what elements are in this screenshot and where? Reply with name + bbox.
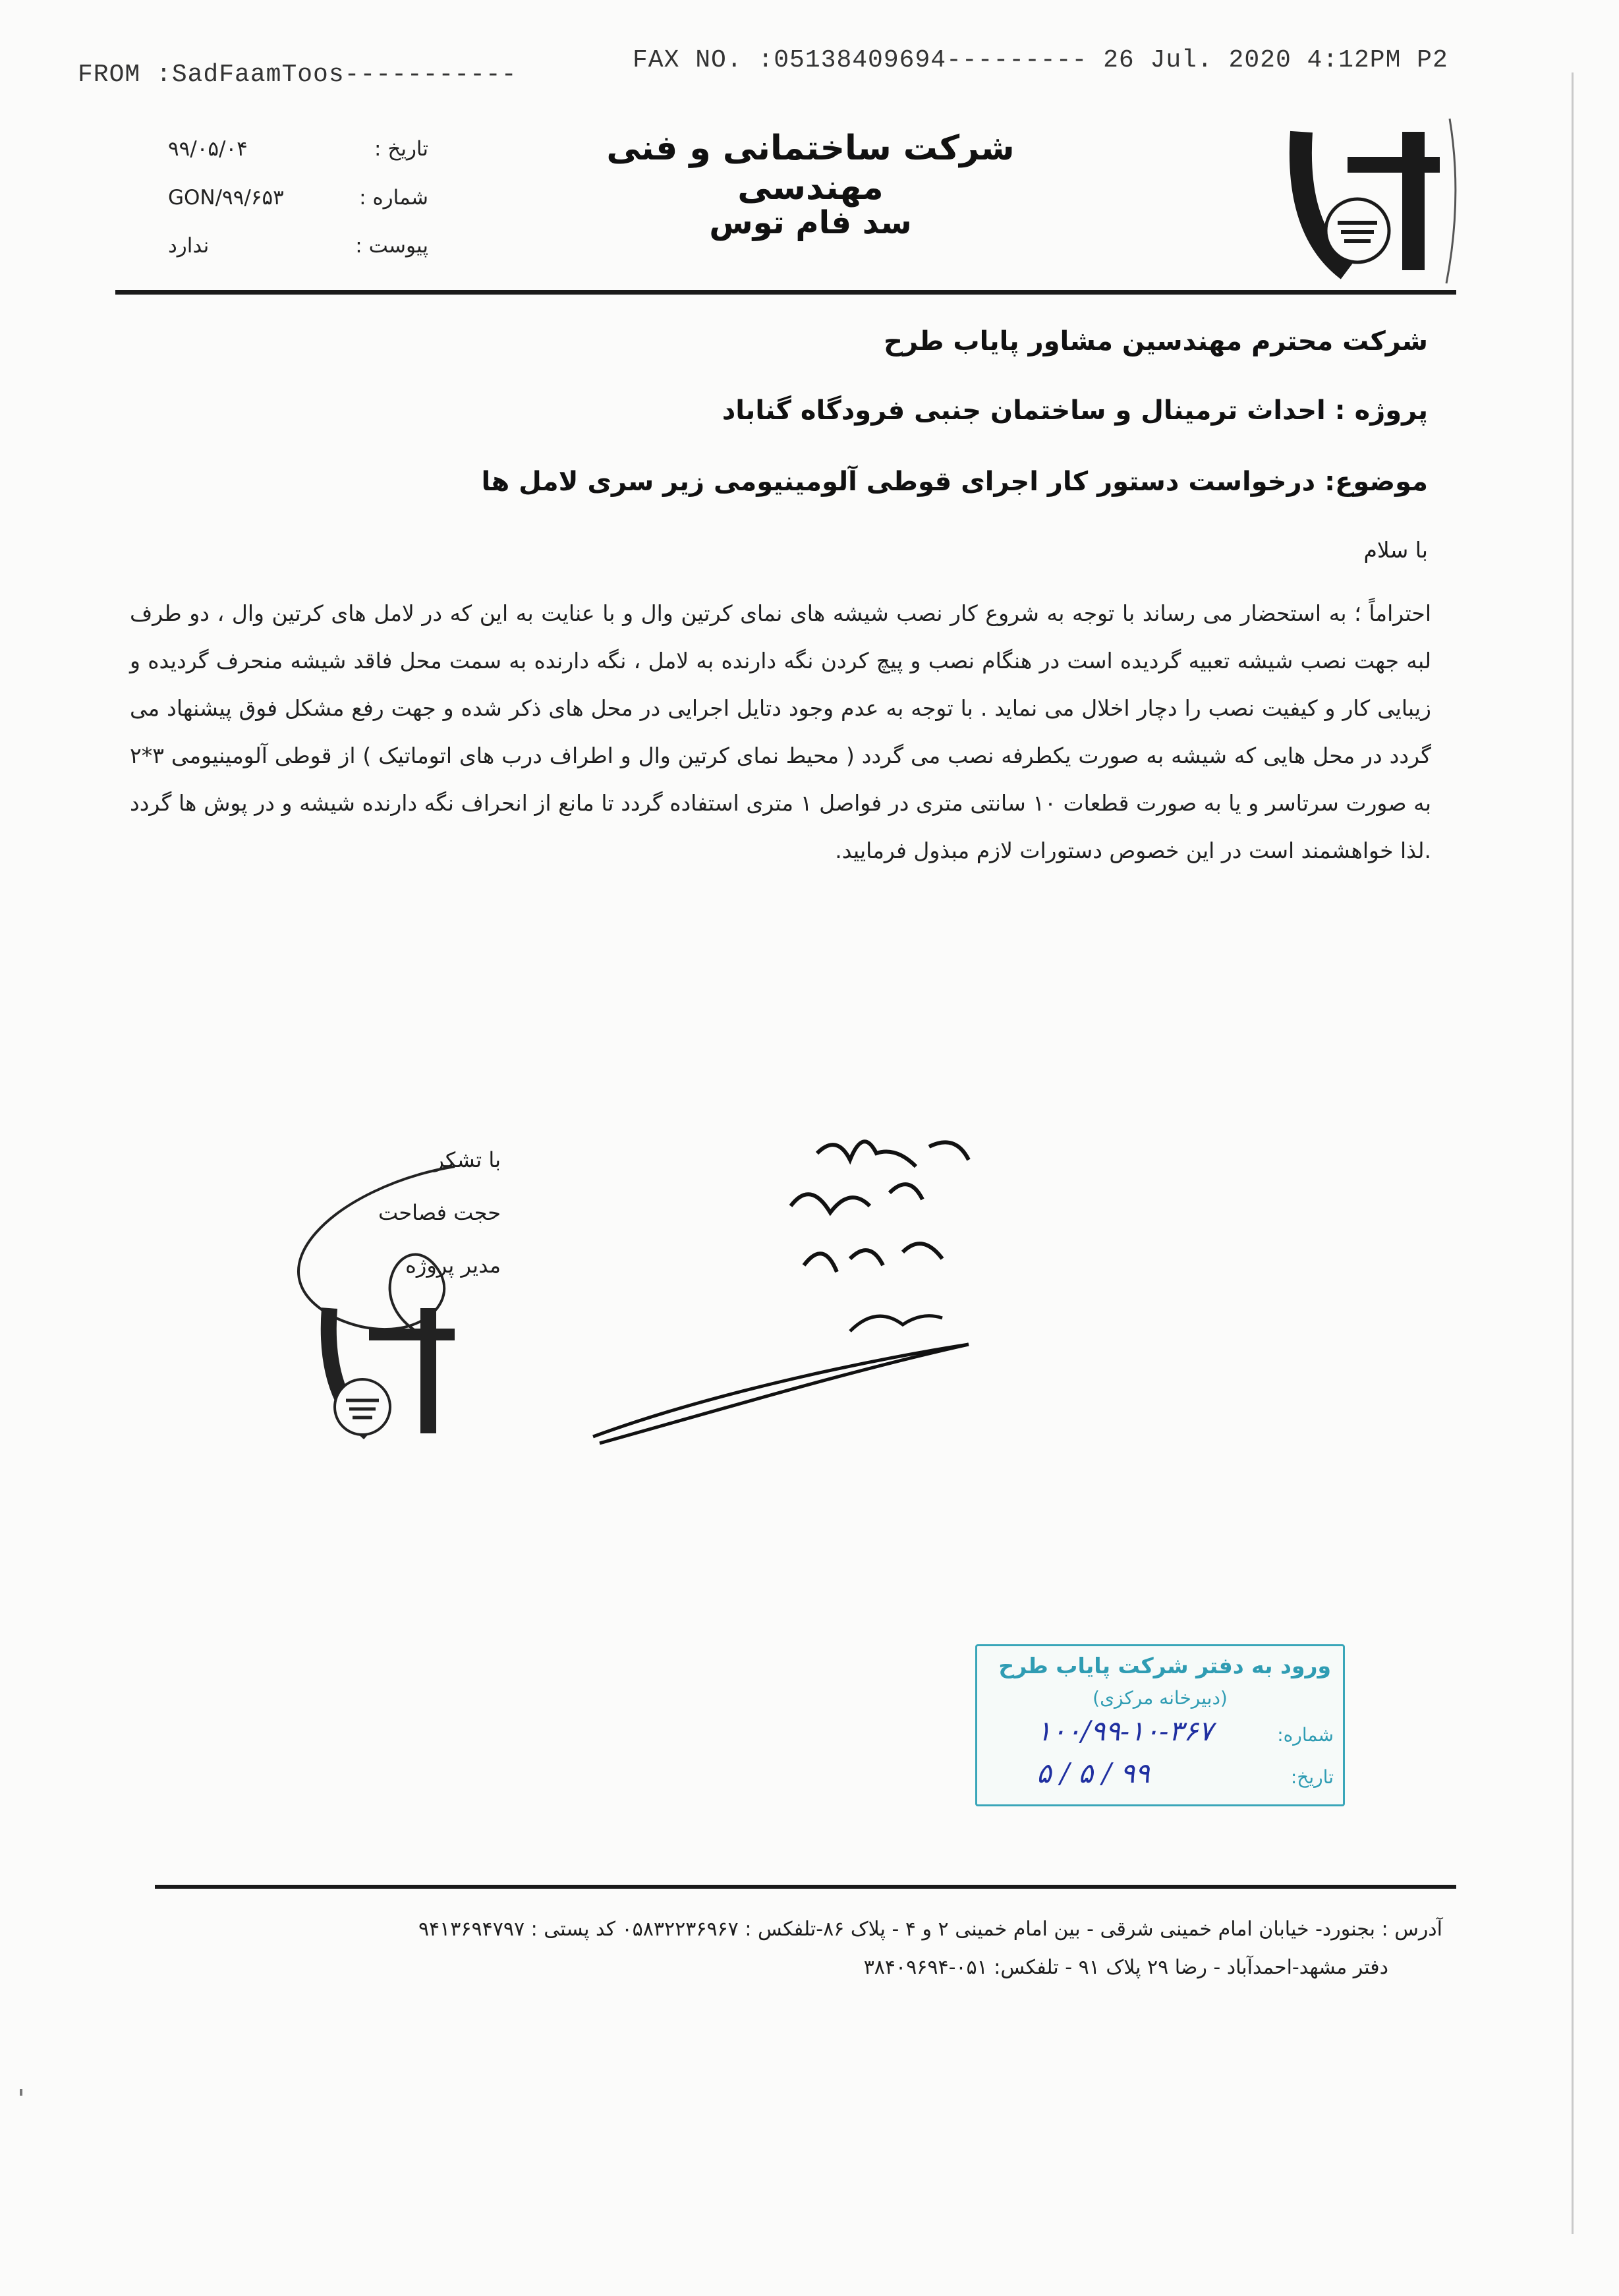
stamp-subtitle: (دبیرخانه مرکزی) [1093,1687,1228,1709]
greeting: با سلام [1363,537,1428,563]
stamp-date-label: تاریخ: [1290,1766,1334,1788]
footer-divider [155,1885,1456,1889]
letter-body: احتراماً ؛ به استحضار می رساند با توجه به شروع کار نصب شیشه های نمای کرتین وال و با عنایت به این که در لامل های کرتین وال ، دو طرف لبه جهت نصب شیشه تعبیه گردیده است در هنگام نصب و پیچ کردن نگه دارنده به لامل ، نگه دارنده به سمت محل فاقد شیشه منحرف گردیده و زیبایی کار و کیفیت نصب را دچار اخلال می نماید . با توجه به عدم وجود دتایل اجرایی در محل های ذکر شده و جهت رفع مشکل فوق پیشنهاد می گردد در محل هایی که شیشه به صورت یکطرفه نصب می گردد ( محیط نمای کرتین وال و اطراف درب های اتوماتیک ) از قوطی آلومینیومی ۳*۲ به صورت سرتاسر و یا به صورت قطعات ۱۰ سانتی متری در فواصل ۱ متری استفاده گردد تا مانع از انحراف نگه دارنده شیشه و در پوش ها گردد .لذا خواهشمند است در این خصوص دستورات لازم مبذول فرمایید. [130,600,1432,863]
meta-number-row [168,186,428,215]
number-value: GON/۹۹/۶۵۳ [168,186,284,210]
number-label: شماره : [359,186,428,210]
stamp-date-value: ۹۹ / ۵ / ۵ [1037,1757,1150,1789]
scan-edge-line [1572,72,1574,2234]
received-stamp [975,1644,1345,1806]
company-seal [303,1288,488,1460]
date-value: ۹۹/۰۵/۰۴ [168,137,248,161]
recipient-line: شرکت محترم مهندسین مشاور پایاب طرح [884,326,1428,357]
footer-address: آدرس : بجنورد- خیابان امام خمینی شرقی - بین امام خمینی ۲ و ۴ - پلاک ۸۶-تلفکس : ۰۵۸۳۲۲۳۶۹۶۷ کد پستی : ۹۴۱۳۶۹۴۷۹۷ [418,1918,1442,1941]
fax-from-line: FROM :SadFaamToos----------- [78,61,517,89]
company-logo [1282,105,1473,297]
project-line: پروژه : احداث ترمینال و ساختمان جنبی فرودگاه گناباد [722,395,1428,426]
company-short-name: سد فام توس [709,204,912,241]
attachment-label: پیوست : [355,234,428,258]
company-name: شرکت ساختمانی و فنی مهندسی [606,129,1015,208]
meta-attachment-row [168,234,428,263]
stamp-number-value: ۱۰۰/۹۹-۱۰-۳۶۷ [1037,1715,1214,1747]
fax-number-line: FAX NO. :05138409694--------- 26 Jul. 2020 4:12PM P2 [633,46,1448,74]
signer-name: حجت فصاحت [378,1200,501,1225]
stamp-title: ورود به دفتر شرکت پایاب طرح [998,1653,1331,1679]
stamp-number-label: شماره: [1277,1724,1334,1746]
header-divider [115,290,1456,295]
signer-title: مدیر پروژه [405,1253,501,1278]
attachment-value: ندارد [168,234,210,258]
closing-text: با تشکر [434,1147,501,1172]
scan-artifact [20,2089,22,2096]
date-label: تاریخ : [374,137,428,161]
meta-date-row [168,137,428,166]
footer-office-address: دفتر مشهد-احمدآباد - رضا ۲۹ پلاک ۹۱ - تلفکس: ۰۵۱-۳۸۴۰۹۶۹۴ [863,1956,1388,1979]
subject-line: موضوع: درخواست دستور کار اجرای قوطی آلومینیومی زیر سری لامل ها [481,467,1428,497]
